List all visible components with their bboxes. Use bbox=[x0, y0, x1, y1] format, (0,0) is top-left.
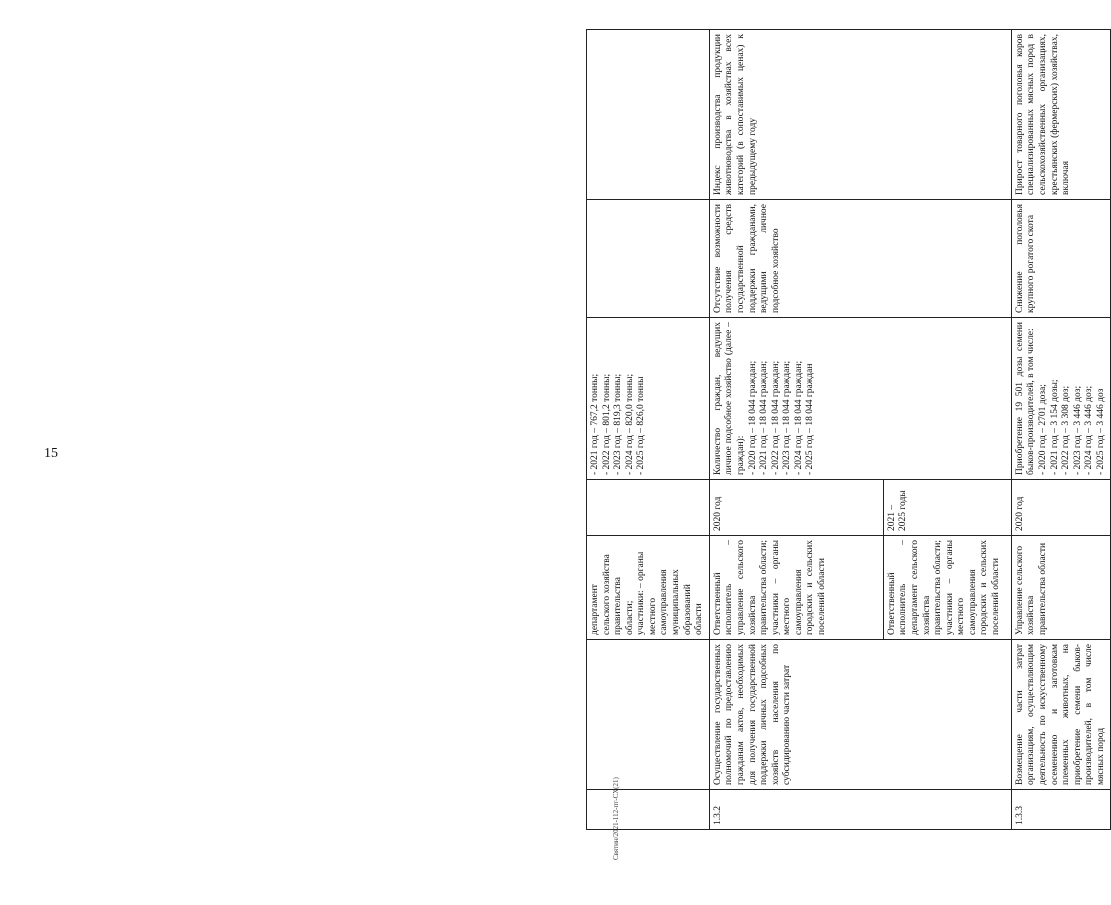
program-table-sheet bbox=[586, 30, 1106, 830]
term-text: 2020 год bbox=[709, 480, 883, 536]
indicator-line: - 2020 год – 2701 доза; bbox=[1037, 384, 1048, 475]
indicator-line: - 2022 год – 801,2 тонны; bbox=[601, 373, 612, 475]
indicators-list bbox=[709, 318, 1011, 480]
cell-num-empty bbox=[587, 790, 710, 830]
risk-text: Снижение поголовья крупного рогатого скота bbox=[1011, 200, 1111, 318]
page-number: 15 bbox=[44, 446, 58, 461]
term-text: 2020 год bbox=[1011, 480, 1111, 536]
row-number: 1.3.3 bbox=[1011, 790, 1111, 830]
executor-line: местного bbox=[647, 597, 658, 635]
indicator-line: - 2021 год – 3 154 дозы; bbox=[1049, 379, 1060, 475]
executor-line: образований bbox=[682, 584, 693, 635]
executor-line: самоуправления bbox=[659, 569, 670, 635]
indicators-list bbox=[1011, 318, 1111, 480]
target-text: Индекс производства продукции животноводства в хозяйствах всех категорий (в сопоставимых ценах) к предыдущему году bbox=[709, 30, 1011, 200]
cell-measure-empty bbox=[587, 640, 710, 790]
executor-line: области; bbox=[624, 600, 635, 635]
cell-target-empty bbox=[587, 30, 710, 200]
indicator-line: - 2025 год – 18 044 граждан bbox=[805, 363, 816, 475]
risk-text: Отсутствие возможности получения средств государственной поддержки гражданами, ведущими личное подсобное хозяйство bbox=[709, 200, 1011, 318]
target-text: Прирост товарного поголовья коров специализированных мясных пород в сельскохозяйственных организациях, крестьянских (фермерских) хозяйствах, включая bbox=[1011, 30, 1111, 200]
executor-text: Ответственный исполнитель – управление сельского хозяйства правительства области; участники – органы местного самоуправления городских и сельских поселений области bbox=[709, 536, 883, 640]
executor-line: муниципальных bbox=[671, 569, 682, 635]
indicator-line: - 2022 год – 18 044 граждан; bbox=[770, 360, 781, 475]
executor-text: Управление сельского хозяйства правительства области bbox=[1011, 536, 1111, 640]
indicator-line: - 2024 год – 18 044 граждан; bbox=[793, 360, 804, 475]
executor-line: правительства bbox=[613, 576, 624, 635]
indicator-line: - 2023 год – 3 446 доз; bbox=[1072, 385, 1083, 475]
indicator-line: - 2025 год – 3 446 доз bbox=[1095, 388, 1106, 475]
executor-text: Ответственный исполнитель – департамент сельского хозяйства правительства области; участники – органы местного самоуправления городских и сельских поселений области bbox=[883, 536, 1011, 640]
table-row-1-3-3 bbox=[1011, 30, 1111, 830]
indicator-line: - 2023 год – 819,3 тонны; bbox=[613, 373, 624, 475]
indicator-line: Количество граждан, ведущих личное подсобное хозяйство (далее – граждан): bbox=[712, 322, 746, 475]
cell-indicators bbox=[587, 318, 710, 480]
indicator-line: - 2022 год – 3 308 доз; bbox=[1061, 385, 1072, 475]
executor-line: области bbox=[694, 603, 705, 635]
executor-line: сельского хозяйства bbox=[601, 554, 612, 635]
indicator-line: - 2021 год – 18 044 граждан; bbox=[759, 360, 770, 475]
cell-term-empty bbox=[587, 480, 710, 536]
indicator-line: - 2025 год – 826,0 тонны bbox=[636, 376, 647, 475]
term-text: 2021 – 2025 годы bbox=[883, 480, 1011, 536]
cell-risk-empty bbox=[587, 200, 710, 318]
indicator-line: - 2023 год – 18 044 граждан; bbox=[782, 360, 793, 475]
measure-text: Осуществление государственных полномочий по предоставлению гражданам актов, необходимых для получения государственной поддержки личных подсобных хозяйств населения по субсидированию части затрат bbox=[709, 640, 1011, 790]
row-number: 1.3.2 bbox=[709, 790, 1011, 830]
indicator-line: - 2020 год – 18 044 граждан; bbox=[747, 360, 758, 475]
table-row-1-3-2 bbox=[709, 30, 883, 830]
cell-executors bbox=[587, 536, 710, 640]
executor-line: участники: – органы bbox=[636, 551, 647, 635]
indicator-line: - 2024 год – 820,0 тонны; bbox=[624, 373, 635, 475]
program-measures-table bbox=[586, 29, 1111, 830]
measure-text: Возмещение части затрат организациям, осуществляющим деятельность по искусственному осеменению и заготовкам племенных животных, на приобретение семени быков-производителей, в том числе мясных пород bbox=[1011, 640, 1111, 790]
indicator-line: - 2024 год – 3 446 доз; bbox=[1084, 385, 1095, 475]
indicator-line: - 2021 год – 767,2 тонны; bbox=[590, 373, 600, 475]
table-row-continuation bbox=[587, 30, 710, 830]
executor-line: департамент bbox=[590, 584, 600, 635]
footer-code: Святин/2021-112-пт-СХ(21) bbox=[612, 777, 620, 860]
indicator-line: Приобретение 19 501 дозы семени быков-производителей, в том числе: bbox=[1014, 322, 1037, 475]
